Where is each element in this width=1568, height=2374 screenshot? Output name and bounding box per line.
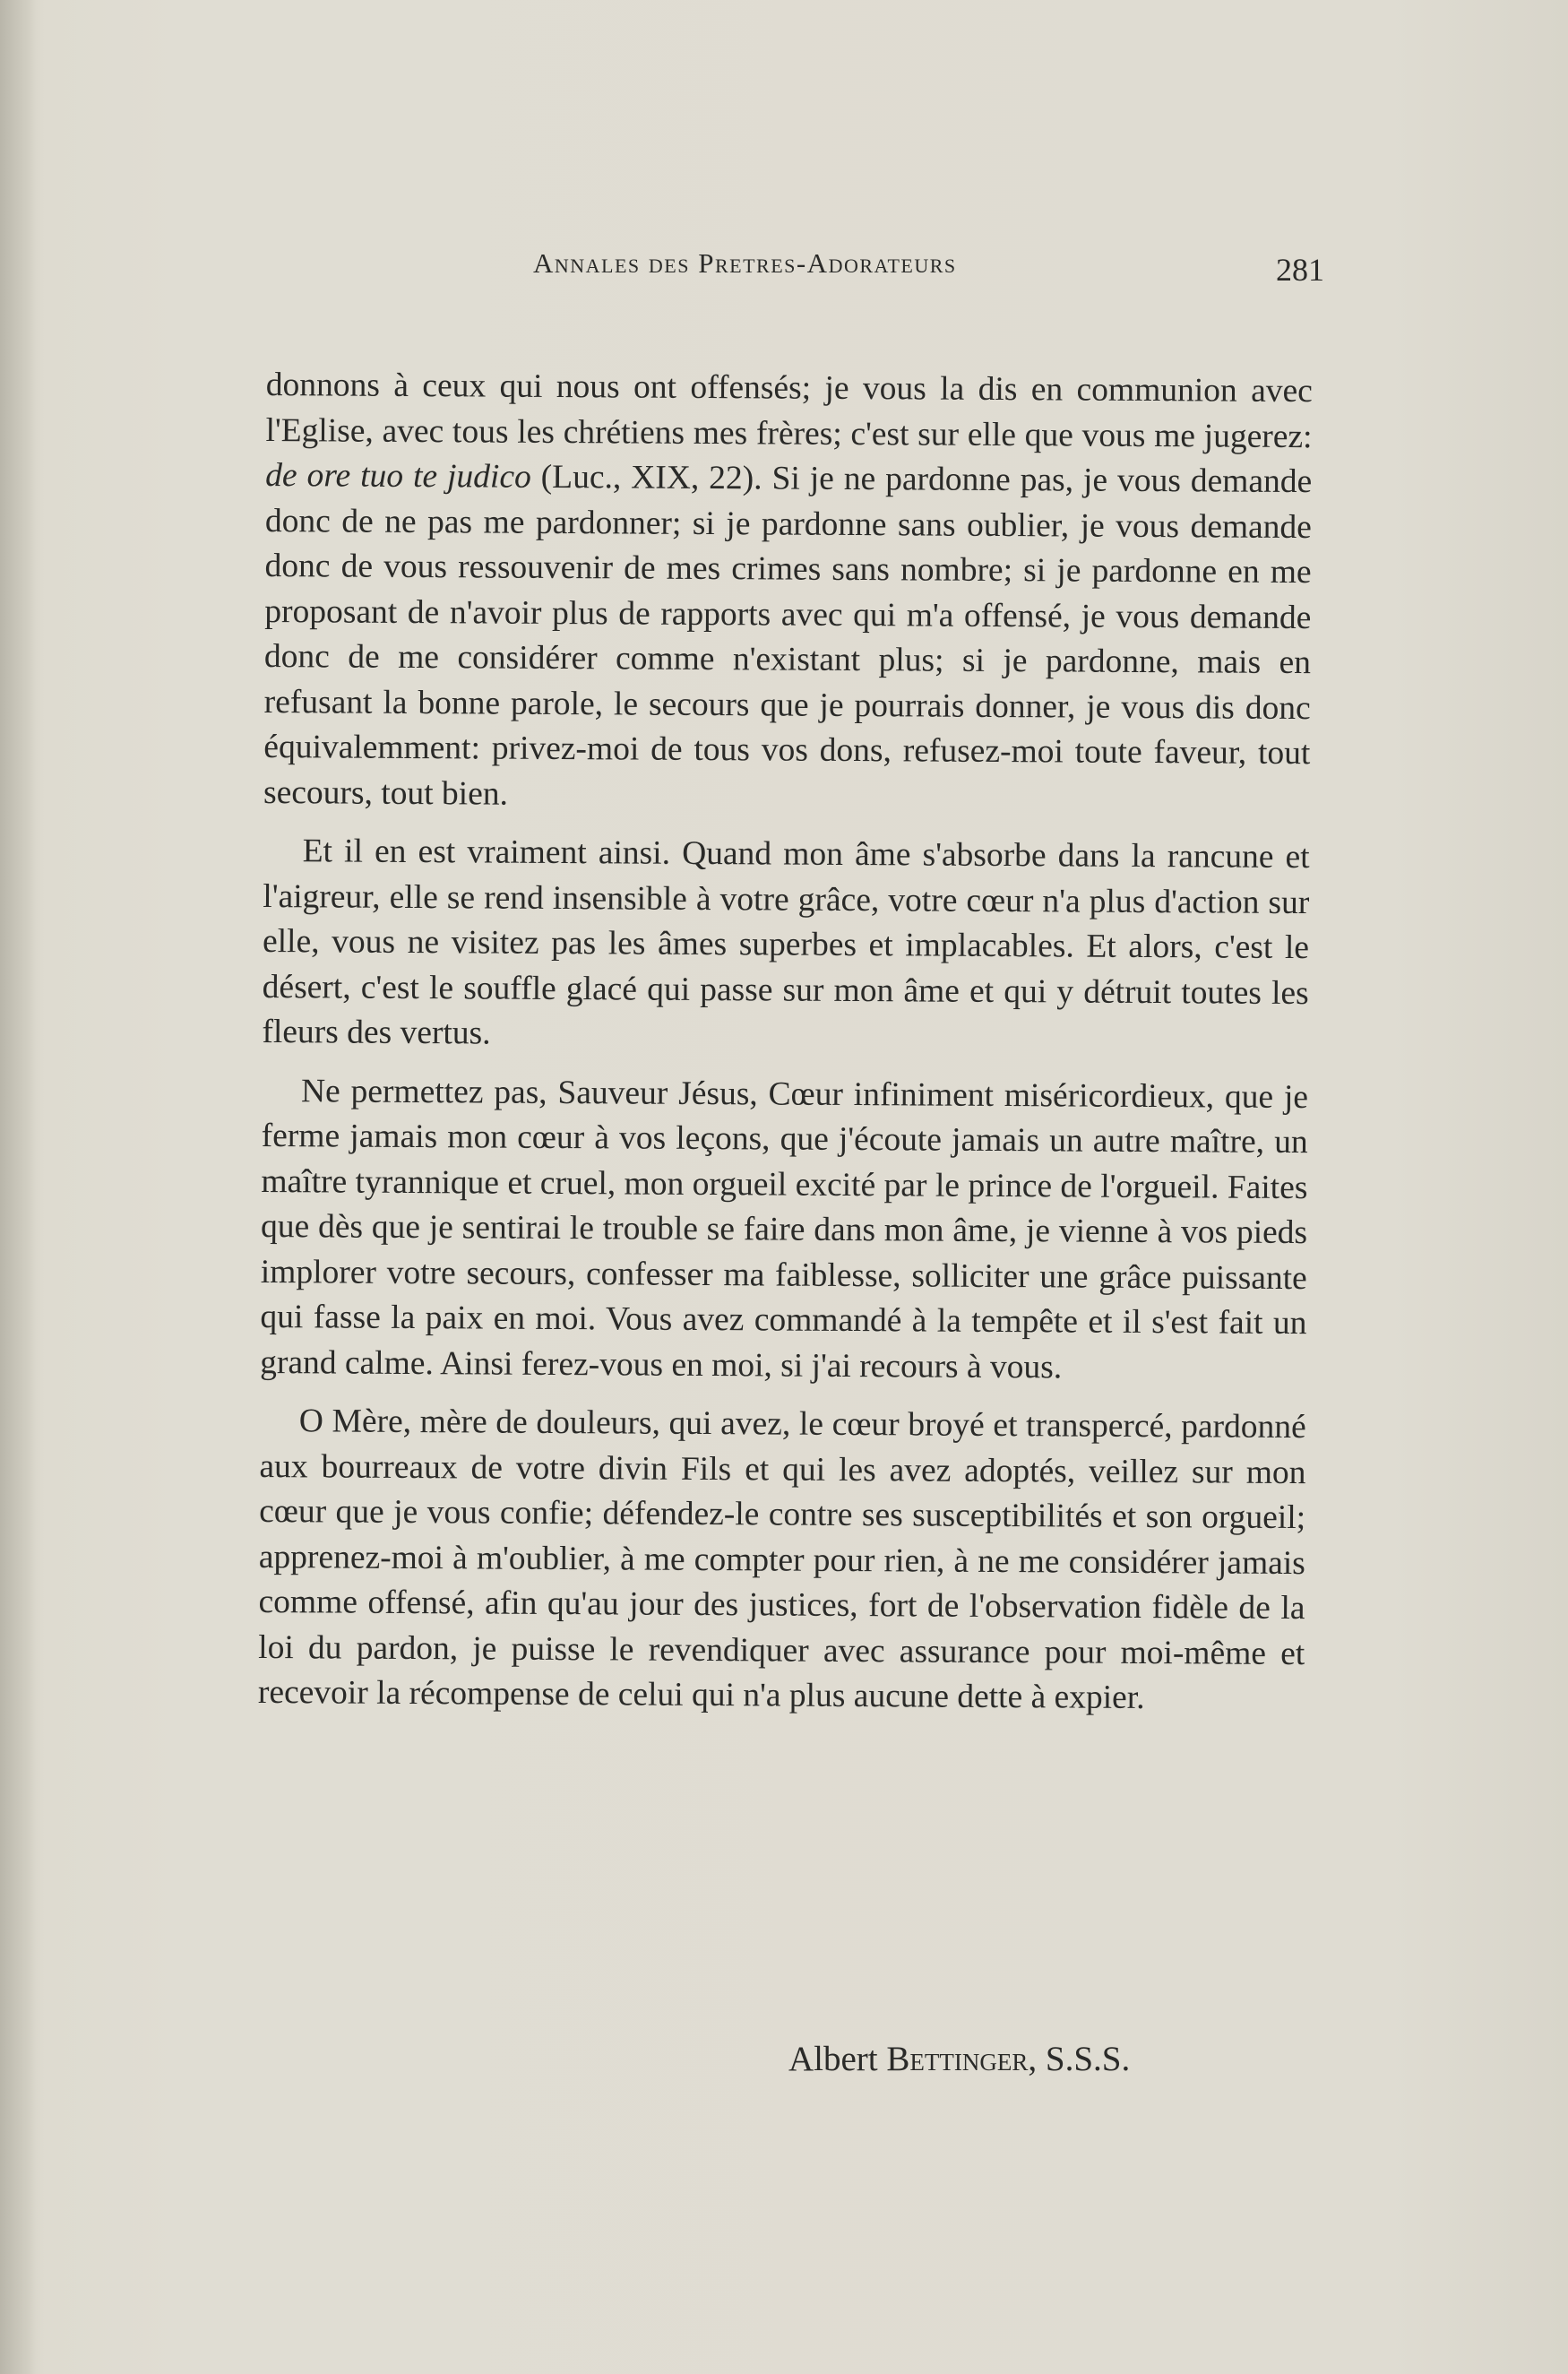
paragraph-1 [263,363,1313,822]
paragraph-1-text-after: (Luc., XIX, 22). Si je ne pardonne pas, je vous demande donc de ne pas me pardonner; si je pardonne sans oublier, je vous demande donc de vous ressouvenir de mes crimes sans nombre; si je pardonne en me proposant de n'avoir plus de rapports avec qui m'a offensé, je vous demande donc de me considérer comme n'existant plus; si je pardonne, mais en refusant la bonne parole, le secours que je pourrais donner, je vous dis donc équivalemment: privez-moi de tous vos dons, refusez-moi toute faveur, tout secours, tout bien. [263,458,1313,813]
paragraph-4: O Mère, mère de douleurs, qui avez, le cœur broyé et transpercé, pardonné aux bourreaux de votre divin Fils et qui les avez adoptés, veillez sur mon cœur que je vous confie; défendez-le contre ses susceptibilités et son orgueil; apprenez-moi à m'oublier, à me compter pour rien, à ne me considérer jamais comme offensé, afin qu'au jour des justices, fort de l'observation fidèle de la loi du pardon, je puisse le revendiquer avec assurance pour moi-même et recevoir la récompense de celui qui n'a plus aucune dette à expier. [257,1403,1306,1717]
paragraph-2: Et il en est vraiment ainsi. Quand mon âme s'absorbe dans la rancune et l'aigreur, elle se rend insensible à votre grâce, votre cœur n'a plus d'action sur elle, vous ne visitez pas les âmes superbes et implacables. Et alors, c'est le désert, c'est le souffle glacé qui passe sur mon âme et qui y détruit toutes les fleurs des vertus. [262,833,1310,1052]
running-title: Annales des Pretres-Adorateurs [533,247,957,279]
body-text [258,363,1313,1736]
author-last-name: Bettinger [886,2040,1029,2078]
author-first-name: Albert [788,2040,878,2078]
author-suffix: , S.S.S. [1028,2040,1131,2078]
page-number: 281 [1276,252,1324,288]
page-header [269,240,1324,294]
author-signature [788,2039,1130,2079]
latin-quote: de ore tuo te judico [265,456,531,496]
paragraph-3: Ne permettez pas, Sauveur Jésus, Cœur infiniment miséricordieux, que je ferme jamais mon cœur à vos leçons, que j'écoute jamais un autre maître, un maître tyrannique et cruel, mon orgueil excité par le prince de l'orgueil. Faites que dès que je sentirai le trouble se faire dans mon âme, je vienne à vos pieds implorer votre secours, confesser ma faiblesse, solliciter une grâce puissante qui fasse la paix en moi. Vous avez commandé à la tempête et il s'est fait un grand calme. Ainsi ferez-vous en moi, si j'ai recours à vous. [260,1072,1309,1386]
page-gutter-shadow [0,0,36,2374]
paragraph-1-text-before: donnons à ceux qui nous ont offensés; je vous la dis en communion avec l'Eglise, avec tous les chrétiens mes frères; c'est sur elle que vous me jugerez: [265,366,1313,455]
